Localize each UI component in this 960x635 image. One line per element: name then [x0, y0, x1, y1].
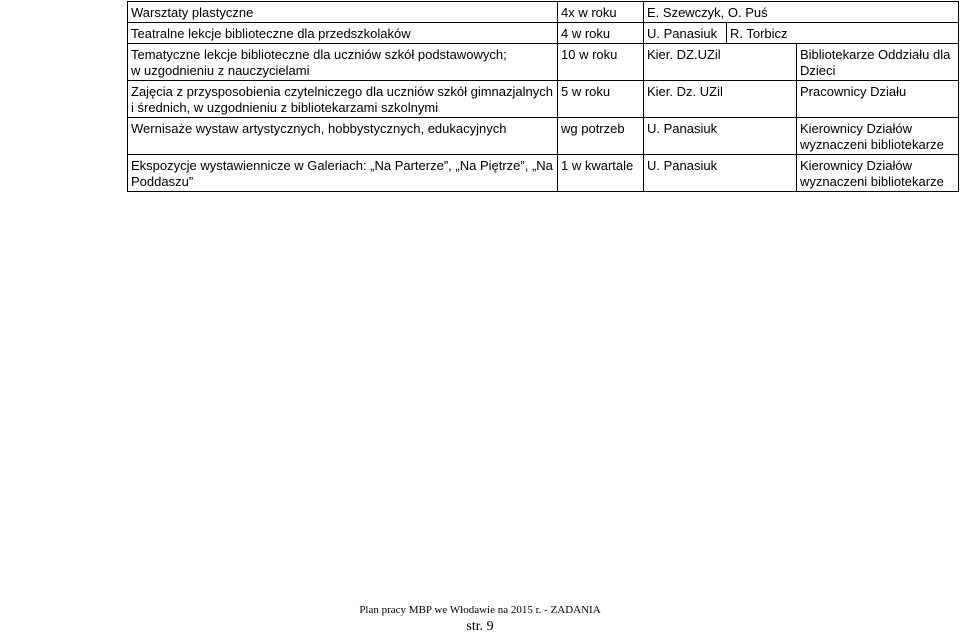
task-cell: Warsztaty plastyczne — [128, 2, 558, 23]
tasks-table — [127, 1, 959, 192]
page-number: str. 9 — [466, 619, 494, 634]
table-row — [128, 23, 959, 44]
footer-title: Plan pracy MBP we Włodawie na 2015 r. - ZADANIA — [359, 604, 601, 616]
task-cell: Ekspozycje wystawiennicze w Galeriach: „Na Parterze”, „Na Piętrze”, „Na Poddaszu” — [128, 155, 558, 192]
responsible-cell: Kier. DZ.UZil — [644, 44, 797, 81]
participants-cell: Kierownicy Działów wyznaczeni bibliotekarze — [797, 155, 959, 192]
table-row — [128, 2, 959, 23]
task-cell: Teatralne lekcje biblioteczne dla przedszkolaków — [128, 23, 558, 44]
task-cell: Wernisaże wystaw artystycznych, hobbystycznych, edukacyjnych — [128, 118, 558, 155]
responsible-cell: U. Panasiuk — [644, 23, 727, 44]
responsible-cell: U. Panasiuk — [644, 155, 797, 192]
table-row — [128, 81, 959, 118]
frequency-cell: 4 w roku — [558, 23, 644, 44]
task-cell: Tematyczne lekcje biblioteczne dla uczniów szkół podstawowych; w uzgodnieniu z nauczycielami — [128, 44, 558, 81]
responsible-cell: Kier. Dz. UZil — [644, 81, 797, 118]
frequency-cell: 1 w kwartale — [558, 155, 644, 192]
frequency-cell: 10 w roku — [558, 44, 644, 81]
participants-cell: Pracownicy Działu — [797, 81, 959, 118]
table-row — [128, 118, 959, 155]
coresponsible-cell: R. Torbicz — [727, 23, 959, 44]
table-row — [128, 44, 959, 81]
participants-cell: Kierownicy Działów wyznaczeni bibliotekarze — [797, 118, 959, 155]
table-row — [128, 155, 959, 192]
responsible-cell: U. Panasiuk — [644, 118, 797, 155]
responsible-cell: E. Szewczyk, O. Puś — [644, 2, 959, 23]
frequency-cell: 5 w roku — [558, 81, 644, 118]
participants-cell: Bibliotekarze Oddziału dla Dzieci — [797, 44, 959, 81]
task-cell: Zajęcia z przysposobienia czytelniczego dla uczniów szkół gimnazjalnych i średnich, w uzgodnieniu z bibliotekarzami szkolnymi — [128, 81, 558, 118]
frequency-cell: 4x w roku — [558, 2, 644, 23]
frequency-cell: wg potrzeb — [558, 118, 644, 155]
